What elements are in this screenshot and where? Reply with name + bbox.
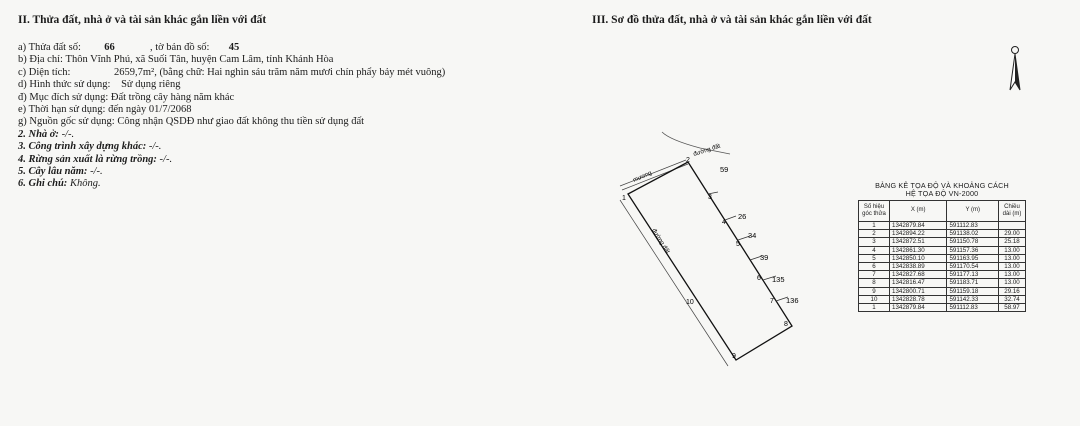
area-value: 2659,7m², (bằng chữ: Hai nghìn sáu trăm năm mươi chín phẩy bảy mét vuông) bbox=[114, 66, 446, 78]
section-iii-title: III. Sơ đồ thửa đất, nhà ở và tài sản khác gắn liền với đất bbox=[592, 14, 872, 26]
neighbor-parcel-number: 136 bbox=[786, 296, 799, 305]
parcel-number-row bbox=[18, 42, 538, 54]
house-value: -/-. bbox=[61, 128, 75, 140]
length-cell: 29.00 bbox=[999, 230, 1026, 238]
vertex-label: 6 bbox=[757, 275, 761, 282]
header-x: X (m) bbox=[890, 201, 947, 222]
y-cell: 591112.83 bbox=[947, 222, 999, 230]
forest-value: -/-. bbox=[159, 153, 173, 165]
length-cell: 13.00 bbox=[999, 279, 1026, 287]
other-construction-label: 3. Công trình xây dựng khác: bbox=[18, 141, 147, 153]
usage-purpose-value: Đất trồng cây hàng năm khác bbox=[110, 91, 235, 103]
table-row bbox=[859, 271, 1026, 279]
y-cell: 591157.36 bbox=[947, 246, 999, 254]
vertex-label: 4 bbox=[722, 219, 726, 226]
coordinate-table-title-line1: BẢNG KÊ TỌA ĐỘ VÀ KHOẢNG CÁCH bbox=[875, 181, 1009, 190]
y-cell: 591138.02 bbox=[947, 230, 999, 238]
vertex-cell: 1 bbox=[859, 304, 890, 312]
vertex-label: 3 bbox=[708, 194, 712, 201]
y-cell: 591163.95 bbox=[947, 254, 999, 262]
x-cell: 1342850.10 bbox=[890, 254, 947, 262]
usage-form-row bbox=[18, 79, 538, 91]
vertex-cell: 4 bbox=[859, 246, 890, 254]
x-cell: 1342800.71 bbox=[890, 287, 947, 295]
length-cell: 32.74 bbox=[999, 295, 1026, 303]
road-left-label: mương bbox=[632, 170, 653, 184]
length-cell: 58.97 bbox=[999, 304, 1026, 312]
length-cell: 13.00 bbox=[999, 263, 1026, 271]
x-cell: 1342861.30 bbox=[890, 246, 947, 254]
note-value: Không. bbox=[69, 178, 101, 190]
y-cell: 591112.83 bbox=[947, 304, 999, 312]
table-row bbox=[859, 287, 1026, 295]
house-label: 2. Nhà ở: bbox=[18, 128, 59, 140]
vertex-label: 10 bbox=[686, 299, 694, 306]
road-side-label: đường đất bbox=[650, 227, 671, 255]
length-cell: 29.16 bbox=[999, 287, 1026, 295]
y-cell: 591150.78 bbox=[947, 238, 999, 246]
header-y: Y (m) bbox=[947, 201, 999, 222]
vertex-cell: 9 bbox=[859, 287, 890, 295]
table-row bbox=[859, 263, 1026, 271]
origin-label: g) Nguồn gốc sử dụng: bbox=[18, 116, 115, 128]
usage-term-value: đến ngày 01/7/2068 bbox=[108, 104, 192, 116]
x-cell: 1342816.47 bbox=[890, 279, 947, 287]
neighbor-parcel-number: 59 bbox=[720, 165, 729, 174]
usage-purpose-row bbox=[18, 92, 538, 104]
table-row bbox=[859, 222, 1026, 230]
coordinate-table bbox=[858, 200, 1026, 312]
address-label: b) Địa chỉ: bbox=[18, 54, 63, 66]
vertex-label: 2 bbox=[686, 157, 690, 164]
address-value: Thôn Vĩnh Phú, xã Suối Tân, huyện Cam Lâm, tỉnh Khánh Hòa bbox=[65, 54, 334, 66]
table-row bbox=[859, 254, 1026, 262]
map-sheet-value: 45 bbox=[228, 42, 240, 53]
coordinate-table-body bbox=[859, 222, 1026, 312]
parcel-number-label: a) Thửa đất số: bbox=[18, 42, 81, 53]
y-cell: 591170.54 bbox=[947, 263, 999, 271]
usage-form-label: d) Hình thức sử dụng: bbox=[18, 79, 111, 91]
table-row bbox=[859, 295, 1026, 303]
map-sheet-label: , tờ bản đồ số: bbox=[149, 42, 210, 53]
other-construction-row bbox=[18, 141, 538, 153]
table-header-row bbox=[859, 201, 1026, 222]
table-row bbox=[859, 246, 1026, 254]
note-label: 6. Ghi chú: bbox=[18, 178, 68, 190]
table-row bbox=[859, 238, 1026, 246]
vertex-label: 9 bbox=[732, 353, 736, 360]
coordinate-table-title bbox=[858, 182, 1026, 198]
usage-term-row bbox=[18, 104, 538, 116]
x-cell: 1342879.84 bbox=[890, 222, 947, 230]
north-arrow-icon bbox=[1004, 44, 1026, 94]
neighbor-parcel-number: 39 bbox=[760, 253, 769, 262]
neighbor-parcel-number: 34 bbox=[748, 231, 757, 240]
vertex-label: 1 bbox=[622, 195, 626, 202]
vertex-cell: 3 bbox=[859, 238, 890, 246]
header-length: Chiều dài (m) bbox=[999, 201, 1026, 222]
y-cell: 591183.71 bbox=[947, 279, 999, 287]
address-row bbox=[18, 54, 538, 66]
perennial-row bbox=[18, 166, 538, 178]
origin-row bbox=[18, 116, 538, 128]
neighbor-parcel-number: 26 bbox=[738, 212, 747, 221]
length-cell: 13.00 bbox=[999, 246, 1026, 254]
usage-form-value: Sử dụng riêng bbox=[121, 79, 181, 91]
origin-value: Công nhận QSDĐ như giao đất không thu tiền sử dụng đất bbox=[117, 116, 365, 128]
neighbor-parcel-number: 135 bbox=[772, 275, 785, 284]
x-cell: 1342827.68 bbox=[890, 271, 947, 279]
length-cell: 13.00 bbox=[999, 271, 1026, 279]
vertex-cell: 6 bbox=[859, 263, 890, 271]
vertex-label: 7 bbox=[770, 298, 774, 305]
forest-label: 4. Rừng sản xuất là rừng trồng: bbox=[18, 153, 157, 165]
vertex-cell: 1 bbox=[859, 222, 890, 230]
note-row bbox=[18, 178, 538, 190]
other-construction-value: -/-. bbox=[148, 141, 162, 153]
perennial-value: -/-. bbox=[90, 166, 103, 178]
length-cell bbox=[999, 222, 1026, 230]
usage-purpose-label: đ) Mục đích sử dụng: bbox=[18, 91, 109, 103]
x-cell: 1342838.89 bbox=[890, 263, 947, 271]
x-cell: 1342872.51 bbox=[890, 238, 947, 246]
vertex-label: 8 bbox=[784, 321, 788, 328]
vertex-cell: 5 bbox=[859, 254, 890, 262]
road-top-label: đường đất bbox=[692, 143, 722, 158]
vertex-cell: 8 bbox=[859, 279, 890, 287]
header-vertex: Số hiệu góc thửa bbox=[859, 201, 890, 222]
vertex-cell: 2 bbox=[859, 230, 890, 238]
vertex-cell: 10 bbox=[859, 295, 890, 303]
land-info-section bbox=[18, 14, 538, 191]
parcel-diagram bbox=[600, 120, 850, 370]
length-cell: 13.00 bbox=[999, 254, 1026, 262]
area-row bbox=[18, 67, 518, 79]
forest-row bbox=[18, 154, 538, 166]
x-cell: 1342828.78 bbox=[890, 295, 947, 303]
x-cell: 1342879.84 bbox=[890, 304, 947, 312]
usage-term-label: e) Thời hạn sử dụng: bbox=[18, 104, 106, 116]
section-ii-title: II. Thửa đất, nhà ở và tài sản khác gắn liền với đất bbox=[18, 14, 267, 26]
area-label: c) Diện tích: bbox=[18, 66, 71, 78]
vertex-cell: 7 bbox=[859, 271, 890, 279]
length-cell: 25.18 bbox=[999, 238, 1026, 246]
table-row bbox=[859, 279, 1026, 287]
house-row bbox=[18, 129, 538, 141]
coordinate-table-box bbox=[858, 182, 1026, 312]
y-cell: 591177.13 bbox=[947, 271, 999, 279]
table-row bbox=[859, 230, 1026, 238]
parcel-number-value: 66 bbox=[104, 42, 115, 53]
coordinate-table-title-line2: HỆ TỌA ĐỘ VN-2000 bbox=[905, 189, 979, 198]
perennial-label: 5. Cây lâu năm: bbox=[18, 166, 88, 178]
x-cell: 1342894.22 bbox=[890, 230, 947, 238]
vertex-label: 5 bbox=[736, 241, 740, 248]
table-row bbox=[859, 304, 1026, 312]
y-cell: 591142.33 bbox=[947, 295, 999, 303]
y-cell: 591159.18 bbox=[947, 287, 999, 295]
